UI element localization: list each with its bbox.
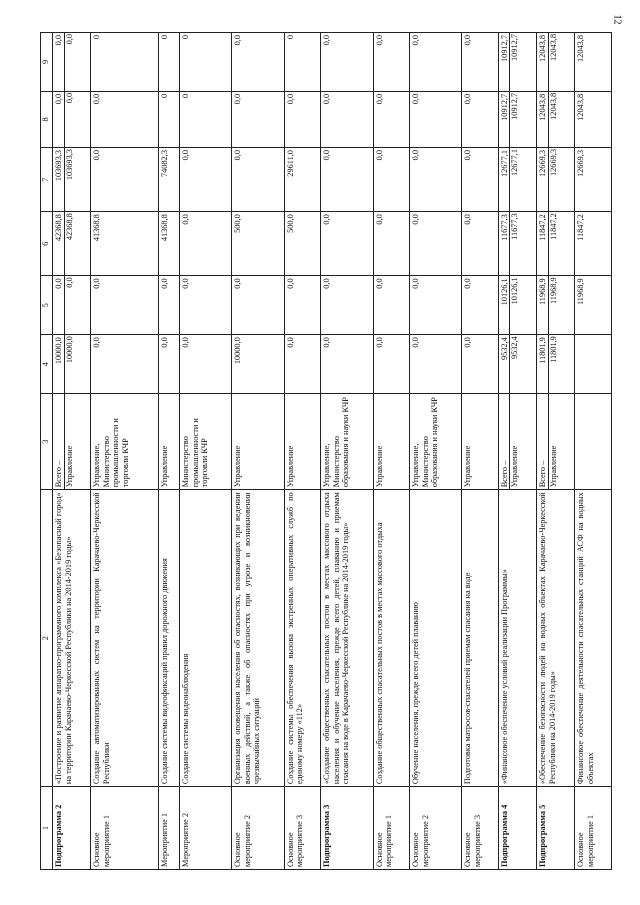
value-line: 12677,1 [499, 150, 509, 177]
value-line: 10000,0 [54, 337, 63, 365]
value-line: 0,0 [322, 278, 332, 289]
column-header: 9 [41, 33, 53, 92]
executor-line: Управление [285, 445, 295, 488]
value-cell [575, 33, 612, 92]
value-line: 10000,0 [233, 337, 243, 365]
value-cell [575, 212, 612, 276]
value-cell [575, 148, 612, 212]
value-line: 0,0 [160, 278, 170, 289]
table-row [373, 33, 410, 870]
row-code: Основное мероприятие 2 [410, 787, 462, 870]
column-header: 5 [41, 276, 53, 335]
value-line: 0,0 [92, 278, 102, 289]
value-line: 11968,9 [548, 276, 559, 334]
value-line: 0,0 [181, 214, 191, 225]
value-line: 12043,8 [548, 33, 559, 91]
value-line: 0,0 [285, 337, 295, 348]
row-name: «Обеспечение безопасности людей на водных объектах Карачаево-Черкесской Республики на 2014-2019 годы» [537, 490, 575, 787]
table-row [91, 33, 159, 870]
executor-line: Управление [64, 394, 75, 489]
value-line: 9532,4 [499, 337, 509, 361]
value-line: 0 [181, 93, 191, 99]
value-cell [91, 33, 159, 92]
executor-line: Управление [463, 445, 473, 488]
row-executor [284, 394, 321, 490]
value-line: 0,0 [463, 337, 473, 348]
value-line: 74082,3 [160, 150, 170, 177]
row-code: Основное мероприятие 3 [462, 787, 499, 870]
value-cell [53, 33, 91, 92]
value-cell [284, 212, 321, 276]
table-row [575, 33, 612, 870]
table-row [180, 33, 232, 870]
value-cell [232, 276, 284, 335]
value-line: 0,0 [374, 337, 384, 348]
value-cell [159, 276, 180, 335]
value-cell [53, 276, 91, 335]
executor-line: Управление [509, 394, 520, 489]
value-cell [321, 335, 373, 394]
value-line: 12043,8 [548, 92, 559, 147]
value-line: 10912,7 [499, 93, 509, 121]
executor-line: Управление [160, 445, 170, 488]
value-cell [575, 91, 612, 147]
value-line: 0 [92, 35, 102, 40]
value-line: 10912,7 [509, 33, 520, 91]
value-cell [462, 212, 499, 276]
value-line: 12669,3 [576, 150, 586, 177]
row-executor [159, 394, 180, 490]
row-name: Обучение населения, прежде всего детей плаванию [410, 490, 462, 787]
row-executor [410, 394, 462, 490]
value-line: 0,0 [374, 93, 384, 105]
row-executor [180, 394, 232, 490]
value-line: 42368,8 [64, 212, 75, 275]
row-name: Создание системы видеонаблюдения [180, 490, 232, 787]
row-executor [498, 394, 536, 490]
row-code: Мероприятие 1 [159, 787, 180, 870]
value-line: 0,0 [463, 93, 473, 105]
value-cell [91, 91, 159, 147]
value-line: 10000,0 [64, 335, 75, 393]
value-cell [180, 335, 232, 394]
table-row [462, 33, 499, 870]
column-header: 3 [41, 394, 53, 490]
value-line: 0,0 [233, 35, 243, 46]
value-cell [373, 276, 410, 335]
row-executor [91, 394, 159, 490]
value-line: 0,0 [322, 337, 332, 348]
value-line: 42368,8 [54, 214, 63, 242]
rotated-page-content [40, 32, 612, 870]
value-cell [232, 33, 284, 92]
table-row [159, 33, 180, 870]
row-executor [53, 394, 91, 490]
value-line: 0,0 [463, 35, 473, 46]
column-header: 1 [41, 787, 53, 870]
table-row [410, 33, 462, 870]
value-line: 11677,3 [499, 214, 509, 241]
value-line: 0,0 [322, 150, 332, 161]
value-cell [321, 212, 373, 276]
executor-line: Управление [374, 445, 384, 488]
value-line: 500,0 [233, 214, 243, 233]
value-line: 0,0 [374, 278, 384, 289]
executor-line: Управление [548, 394, 559, 489]
value-line: 29611,0 [285, 150, 295, 177]
row-code: Основное мероприятие 3 [284, 787, 321, 870]
value-line: 11801,9 [538, 337, 548, 364]
value-cell [462, 33, 499, 92]
value-line: 0,0 [374, 150, 384, 161]
value-line: 0,0 [411, 278, 421, 289]
value-cell [498, 212, 536, 276]
row-executor [575, 394, 612, 490]
value-cell [53, 335, 91, 394]
value-cell [232, 91, 284, 147]
value-cell [232, 212, 284, 276]
row-executor [537, 394, 575, 490]
value-line: 0,0 [233, 278, 243, 289]
value-line: 0 [181, 35, 191, 40]
value-cell [410, 335, 462, 394]
row-executor [321, 394, 373, 490]
value-cell [159, 148, 180, 212]
value-line: 0,0 [54, 93, 63, 105]
value-line: 0,0 [64, 33, 75, 91]
value-cell [498, 148, 536, 212]
value-cell [537, 148, 575, 212]
value-line: 103693,3 [54, 150, 63, 182]
value-line: 0,0 [322, 35, 332, 46]
value-cell [284, 276, 321, 335]
row-name: «Создание общественных спасательных постов в местах массового отдыха населения и обучение населения, прежде всего детей, плаванию и приемам спасания на воде в Карачаево-Черкесской Республике на 2014-2019 годы» [321, 490, 373, 787]
row-name: Создание системы видеофиксаций правил дорожного движения [159, 490, 180, 787]
value-line: 0,0 [160, 337, 170, 348]
value-cell [284, 33, 321, 92]
row-name: «Финансовое обеспечение условий реализации Программы» [498, 490, 536, 787]
column-header: 7 [41, 148, 53, 212]
value-cell [91, 212, 159, 276]
value-line: 41368,8 [92, 214, 102, 242]
value-cell [498, 335, 536, 394]
column-header: 4 [41, 335, 53, 394]
table-row [537, 33, 575, 870]
value-line: 0,0 [285, 93, 295, 105]
value-cell [321, 148, 373, 212]
value-cell [537, 335, 575, 394]
value-line: 0,0 [64, 276, 75, 334]
row-code: Подпрограмма 2 [53, 787, 91, 870]
value-cell [410, 91, 462, 147]
column-header: 6 [41, 212, 53, 276]
value-line: 0,0 [463, 150, 473, 161]
value-cell [180, 212, 232, 276]
value-cell [91, 335, 159, 394]
value-cell [284, 335, 321, 394]
value-cell [575, 335, 612, 394]
value-cell [91, 276, 159, 335]
value-cell [410, 276, 462, 335]
value-line: 12043,8 [576, 93, 586, 121]
row-name: Финансовое обеспечение деятельности спасательных станций АСФ на водных объектах [575, 490, 612, 787]
value-cell [180, 148, 232, 212]
value-cell [373, 91, 410, 147]
value-line: 0,0 [285, 278, 295, 289]
executor-line: Всего – [54, 460, 63, 488]
value-line: 9532,4 [509, 335, 520, 393]
value-cell [284, 148, 321, 212]
value-line: 0 [160, 93, 170, 99]
value-cell [53, 91, 91, 147]
row-name: Создание системы обеспечения вызова экстренных оперативных служб по единому номеру «112» [284, 490, 321, 787]
value-cell [537, 91, 575, 147]
value-cell [462, 91, 499, 147]
row-name: «Построение и развитие аппаратно-программного комплекса «Безопасный город» на территории Карачаево-Черкесской Республики на 2014-2019 годы» [53, 490, 91, 787]
value-cell [373, 33, 410, 92]
value-cell [232, 148, 284, 212]
value-line: 0,0 [322, 214, 332, 225]
value-line: 11847,2 [538, 214, 548, 241]
value-line: 500,0 [285, 214, 295, 233]
row-executor [232, 394, 284, 490]
value-line: 0 [160, 35, 170, 40]
value-line: 0,0 [322, 93, 332, 105]
value-line: 11968,9 [576, 278, 586, 306]
value-line: 0,0 [64, 92, 75, 147]
column-header: 8 [41, 91, 53, 147]
value-cell [159, 335, 180, 394]
page-number: 12 [611, 14, 623, 25]
value-cell [159, 33, 180, 92]
value-cell [321, 91, 373, 147]
value-line: 0,0 [411, 93, 421, 105]
value-cell [410, 148, 462, 212]
value-line: 12677,1 [509, 148, 520, 211]
value-cell [462, 148, 499, 212]
value-line: 103693,3 [64, 148, 75, 211]
budget-table [40, 32, 612, 870]
value-cell [537, 212, 575, 276]
column-header: 2 [41, 490, 53, 787]
value-line: 0,0 [374, 35, 384, 46]
table-row [232, 33, 284, 870]
value-line: 12043,8 [576, 35, 586, 62]
value-cell [498, 33, 536, 92]
table-header-row [41, 33, 53, 870]
row-name: Организация оповещения населения об опасностях, возникающих при ведении военных действий, а также об опасностях при угрозе и возникновении чрезвычайных ситуаций [232, 490, 284, 787]
value-line: 10126,1 [509, 276, 520, 334]
value-line: 0,0 [463, 214, 473, 225]
value-line: 0,0 [92, 93, 102, 105]
value-cell [373, 212, 410, 276]
executor-line: Управление, Министерство образования и науки КЧР [411, 397, 440, 488]
value-cell [410, 212, 462, 276]
table-row [321, 33, 373, 870]
value-line: 0,0 [92, 150, 102, 161]
value-line: 11677,3 [509, 212, 520, 275]
row-code: Основное мероприятие 1 [575, 787, 612, 870]
value-cell [537, 33, 575, 92]
value-line: 41368,8 [160, 214, 170, 242]
row-name: Создание автоматизированных систем на территории Карачаево-Черкесской Республики [91, 490, 159, 787]
value-cell [53, 148, 91, 212]
value-cell [180, 91, 232, 147]
value-line: 0,0 [374, 214, 384, 225]
executor-line: Управление, Министерство промышленности и торговли КЧР [92, 418, 130, 488]
row-code: Подпрограмма 3 [321, 787, 373, 870]
value-cell [232, 335, 284, 394]
row-code: Подпрограмма 4 [498, 787, 536, 870]
table-row [53, 33, 91, 870]
table-row [284, 33, 321, 870]
value-line: 0,0 [181, 150, 191, 161]
value-cell [462, 335, 499, 394]
value-line: 10912,7 [509, 92, 520, 147]
row-code: Основное мероприятие 1 [373, 787, 410, 870]
value-line: 0,0 [411, 214, 421, 225]
value-line: 12043,8 [538, 93, 548, 121]
value-cell [284, 91, 321, 147]
value-cell [91, 148, 159, 212]
value-line: 12669,3 [538, 150, 548, 177]
value-line: 11968,9 [538, 278, 548, 306]
value-line: 11847,2 [548, 212, 559, 275]
value-cell [159, 91, 180, 147]
value-cell [575, 276, 612, 335]
executor-line: Управление [233, 445, 243, 488]
value-line: 0,0 [54, 278, 63, 289]
table-body [53, 33, 612, 870]
value-line: 12043,8 [538, 35, 548, 62]
value-line: 0,0 [92, 337, 102, 348]
value-line: 0,0 [411, 337, 421, 348]
executor-line: Всего – [499, 460, 509, 488]
value-line: 0 [285, 35, 295, 40]
value-cell [373, 335, 410, 394]
row-code: Мероприятие 2 [180, 787, 232, 870]
row-executor [462, 394, 499, 490]
value-cell [53, 212, 91, 276]
value-cell [321, 276, 373, 335]
value-line: 12669,3 [548, 148, 559, 211]
value-line: 0,0 [411, 150, 421, 161]
row-code: Основное мероприятие 1 [91, 787, 159, 870]
row-code: Основное мероприятие 2 [232, 787, 284, 870]
value-cell [410, 33, 462, 92]
value-line: 0,0 [181, 337, 191, 348]
executor-line: Министерство промышленности и торговли КЧР [181, 418, 210, 488]
value-cell [498, 276, 536, 335]
value-line: 10126,1 [499, 278, 509, 306]
value-cell [498, 91, 536, 147]
value-cell [180, 33, 232, 92]
value-line: 0,0 [54, 35, 63, 46]
value-line: 11801,9 [548, 335, 559, 393]
executor-line: Управление, Министерство образования и науки КЧР [322, 397, 351, 488]
value-cell [159, 212, 180, 276]
value-line: 11847,2 [576, 214, 586, 241]
table-row [498, 33, 536, 870]
value-line: 0,0 [463, 278, 473, 289]
value-line: 0,0 [411, 35, 421, 46]
value-line: 10912,7 [499, 35, 509, 62]
value-cell [321, 33, 373, 92]
executor-line: Всего – [538, 460, 548, 488]
value-cell [180, 276, 232, 335]
value-cell [373, 148, 410, 212]
row-name: Подготовка матросов-спасателей приемам спасания на воде [462, 490, 499, 787]
value-line: 0,0 [233, 150, 243, 161]
row-executor [373, 394, 410, 490]
row-name: Создание общественных спасательных постов в местах массового отдыха [373, 490, 410, 787]
value-cell [537, 276, 575, 335]
value-line: 0,0 [233, 93, 243, 105]
value-line: 0,0 [181, 278, 191, 289]
row-code: Подпрограмма 5 [537, 787, 575, 870]
value-cell [462, 276, 499, 335]
